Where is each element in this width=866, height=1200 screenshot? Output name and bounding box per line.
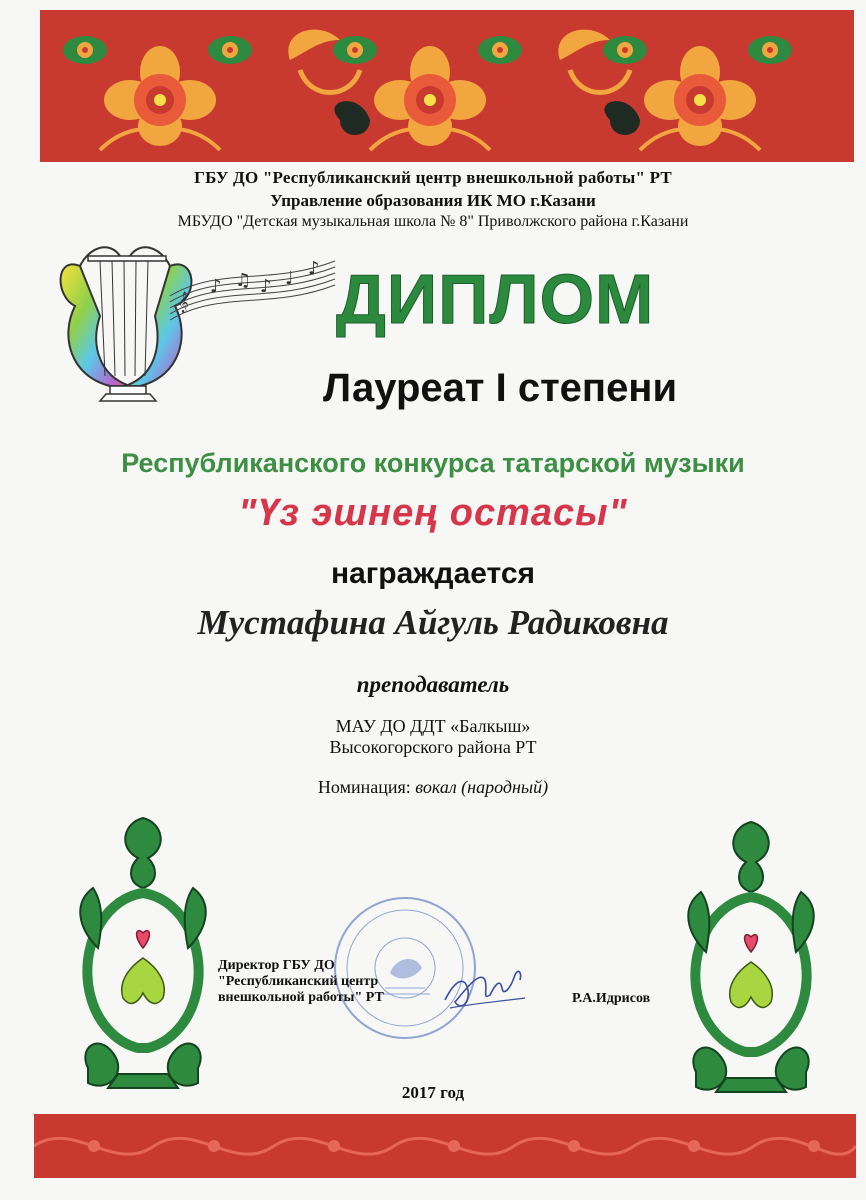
recipient-name: Мустафина Айгуль Радиковна — [197, 603, 669, 642]
signatory-name: Р.А.Идрисов — [572, 991, 651, 1006]
organization — [0, 716, 866, 758]
top-ornament-band — [40, 10, 854, 162]
svg-text:♩: ♩ — [285, 268, 294, 289]
bottom-floral-pattern-icon — [34, 1114, 856, 1178]
nomination — [0, 777, 866, 798]
diploma-title: ДИПЛОМ — [336, 260, 655, 338]
floral-pattern-icon — [40, 10, 854, 162]
svg-text:♪: ♪ — [308, 258, 320, 279]
header-organizer-3: МБУДО "Детская музыкальная школа № 8" Приволжского района г.Казани — [177, 213, 689, 230]
director-line-1: Директор ГБУ ДО — [218, 958, 335, 973]
laureate-degree: Лауреат I степени — [322, 366, 678, 410]
nomination-label: Номинация: — [317, 777, 411, 797]
tatar-ornament-left-icon — [68, 808, 218, 1098]
recipient-position: преподаватель — [356, 672, 510, 697]
svg-text:♪: ♪ — [260, 276, 272, 297]
bottom-ornament-band — [34, 1114, 856, 1178]
svg-text:♪: ♪ — [210, 276, 222, 297]
contest-description: Республиканского конкурса татарской музыки — [121, 448, 745, 478]
svg-text:𝄞: 𝄞 — [178, 292, 189, 313]
contest-name: "Үз эшнең остасы" — [238, 492, 628, 534]
header-organizer-2: Управление образования ИК МО г.Казани — [270, 191, 596, 210]
director-line-3: внешкольной работы" РТ — [218, 990, 384, 1005]
svg-text:♫: ♫ — [235, 270, 252, 291]
tatar-ornament-right-icon — [676, 812, 826, 1102]
director-title — [218, 958, 438, 1006]
awarded-label: награждается — [330, 557, 536, 590]
organization-line-1: МАУ ДО ДДТ «Балкыш» — [335, 716, 531, 736]
nomination-value: вокал (народный) — [415, 777, 549, 797]
year: 2017 год — [401, 1083, 465, 1102]
signature-icon — [440, 960, 530, 1020]
director-line-2: "Республиканский центр — [218, 974, 379, 989]
organization-line-2: Высокогорского района РТ — [329, 737, 537, 757]
header-organizer-1: ГБУ ДО "Республиканский центр внешкольной работы" РТ — [194, 168, 672, 187]
